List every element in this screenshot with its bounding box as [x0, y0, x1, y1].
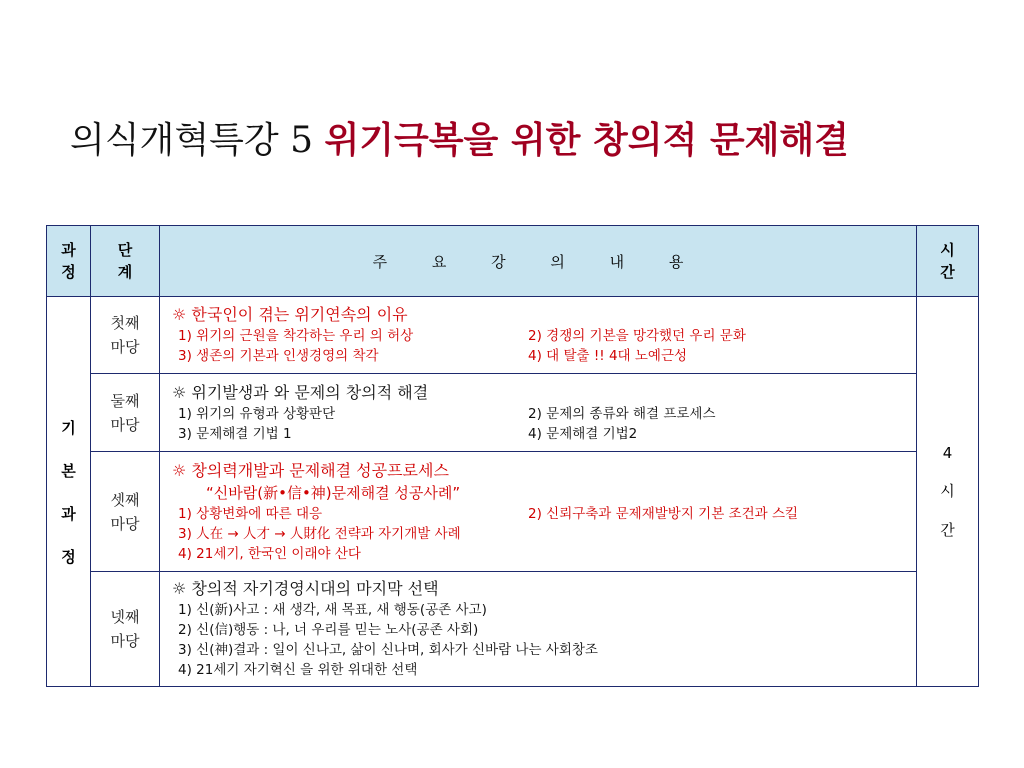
stage-cell: 둘째 마당: [91, 374, 160, 452]
slide-title: [70, 118, 950, 164]
header-stage: 단 계: [91, 226, 160, 297]
content-title: ☼ 창의적 자기경영시대의 마지막 선택: [172, 579, 439, 598]
header-row: [47, 226, 979, 297]
content-title: ☼ 한국인이 겪는 위기연속의 이유: [172, 305, 408, 324]
title-lead: 의식개혁특강 5: [70, 120, 325, 161]
stage-cell: 넷째 마당: [91, 572, 160, 687]
course-table: [46, 225, 979, 687]
content-cell: [160, 452, 917, 572]
row-first: [47, 297, 979, 374]
stage-cell: 셋째 마당: [91, 452, 160, 572]
stage-cell: 첫째 마당: [91, 297, 160, 374]
row-second: [47, 374, 979, 452]
content-line: 2) 신(信)행동 : 나, 너 우리를 믿는 노사(공존 사회): [178, 622, 479, 638]
header-content: 주 요 강 의 내 용: [160, 226, 917, 297]
content-line: 3) 신(神)결과 : 일이 신나고, 삶이 신나며, 회사가 신바람 나는 사회창조: [178, 642, 598, 658]
process-cell: 기 본 과 정: [47, 297, 91, 687]
content-line: 1) 위기의 근원을 착각하는 우리 의 허상 2) 경쟁의 기본을 망각했던 우리 문화: [178, 328, 746, 344]
content-title: ☼ 위기발생과 와 문제의 창의적 해결: [172, 382, 429, 402]
content-slogan: “신바람(新•信•神)문제해결 성공사례”: [206, 483, 461, 502]
content-line: 1) 상황변화에 따른 대응 2) 신뢰구축과 문제재발방지 기본 조건과 스킬: [178, 505, 799, 522]
content-line: 1) 신(新)사고 : 새 생각, 새 목표, 새 행동(공존 사고): [178, 602, 487, 618]
header-process: 과 정: [47, 226, 91, 297]
content-line: 1) 위기의 유형과 상황판단 2) 문제의 종류와 해결 프로세스: [178, 405, 716, 422]
content-line: 3) 문제해결 기법 1 4) 문제해결 기법2: [178, 425, 638, 442]
header-time: 시 간: [917, 226, 979, 297]
content-cell: [160, 374, 917, 452]
content-line: 3) 생존의 기본과 인생경영의 착각 4) 대 탈출 !! 4대 노예근성: [178, 348, 688, 364]
content-line: 3) 人在 → 人才 → 人財化 전략과 자기개발 사례: [178, 525, 461, 542]
title-highlight: 위기극복을 위한 창의적 문제해결: [324, 120, 849, 161]
content-cell: [160, 572, 917, 687]
row-third: [47, 452, 979, 572]
content-line: 4) 21세기, 한국인 이래야 산다: [178, 545, 361, 562]
content-cell: [160, 297, 917, 374]
content-title: ☼ 창의력개발과 문제해결 성공프로세스: [172, 460, 449, 480]
content-line: 4) 21세기 자기혁신 을 위한 위대한 선택: [178, 662, 418, 678]
time-cell: 4 시 간: [917, 297, 979, 687]
row-fourth: [47, 572, 979, 687]
